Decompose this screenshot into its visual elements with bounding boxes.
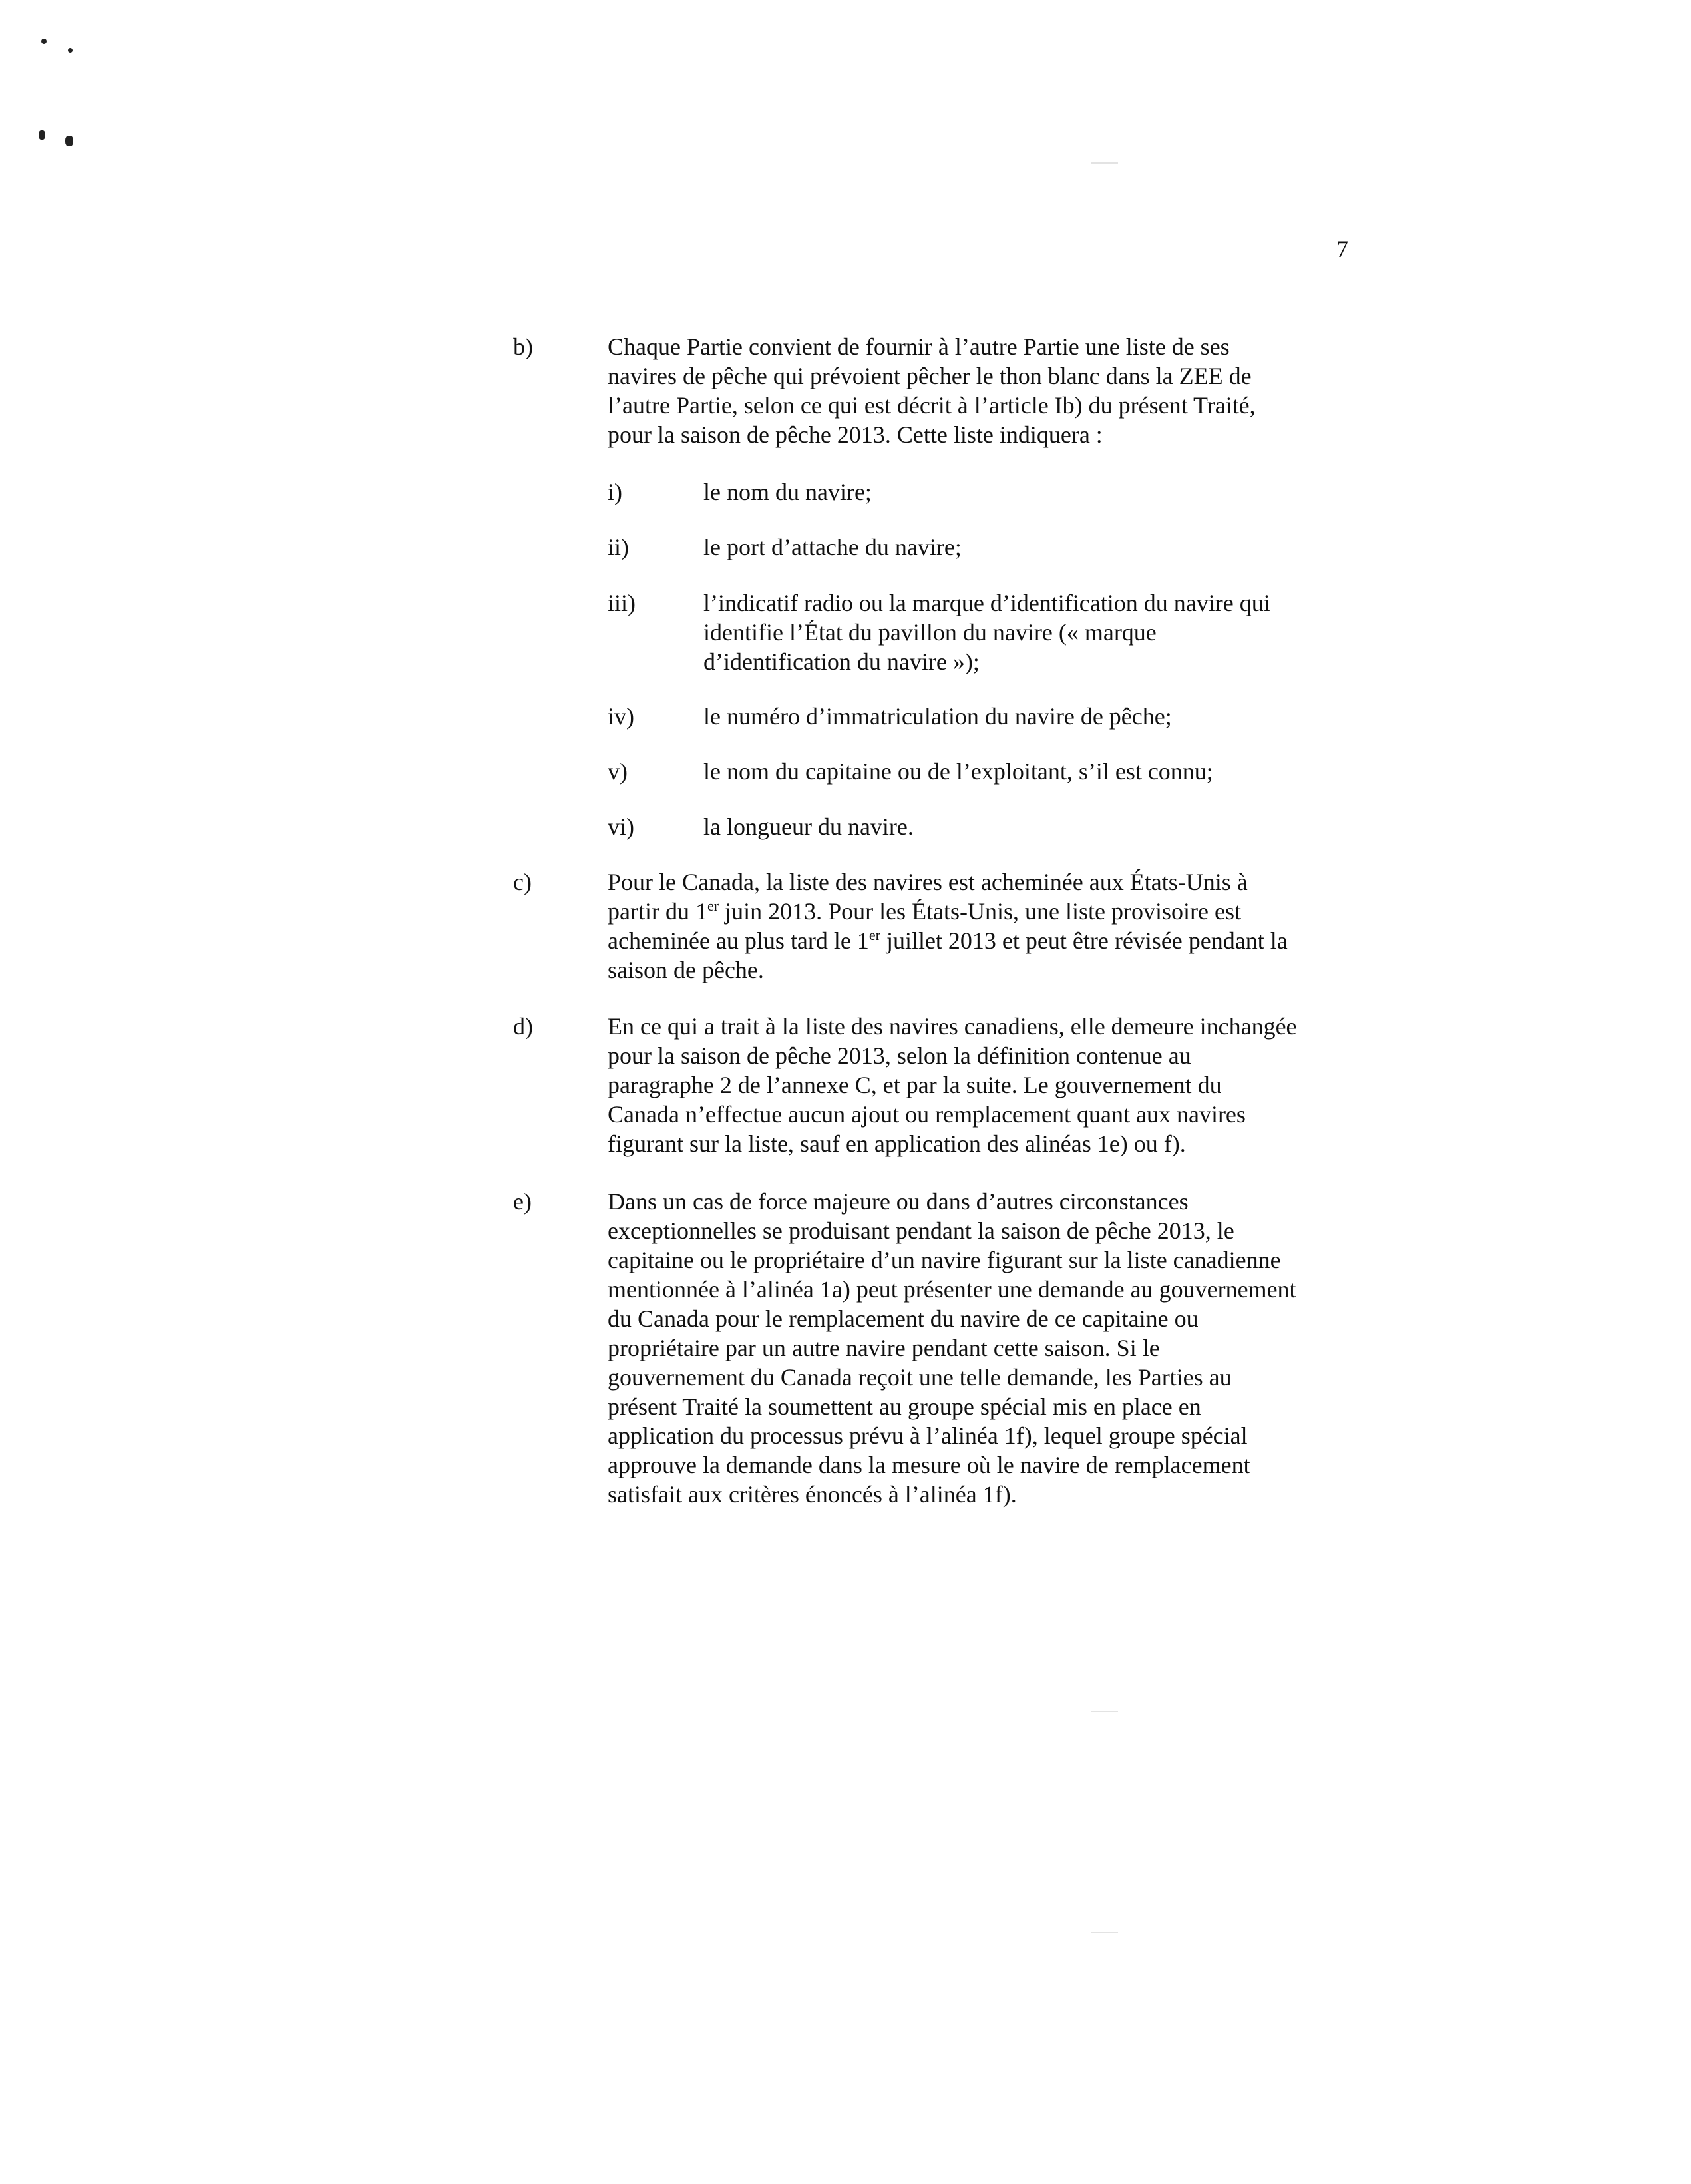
bleed-through-mark <box>1091 162 1118 164</box>
paragraph-c-line: Pour le Canada, la liste des navires est acheminée aux États-Unis à <box>608 869 1248 895</box>
paragraph-c-text <box>608 867 1373 984</box>
list-item-label: ii) <box>608 534 629 560</box>
paragraph-d-text: En ce qui a trait à la liste des navires canadiens, elle demeure inchangée pour la saison de pêche 2013, selon la définition contenue au paragraphe 2 de l’annexe C, et par la suite. Le gouvernement du Canada n’effectue aucun ajout ou remplacement quant aux navires figurant sur la liste, sauf en application des alinéas 1e) ou f). <box>608 1013 1297 1157</box>
list-item-label: iv) <box>608 703 634 730</box>
list-item-label: v) <box>608 758 628 785</box>
bleed-through-mark <box>1091 1711 1118 1712</box>
list-item-label: vi) <box>608 813 634 840</box>
list-item-label: i) <box>608 479 622 505</box>
page-number: 7 <box>1336 236 1348 262</box>
paragraph-e-text: Dans un cas de force majeure ou dans d’autres circonstances exceptionnelles se produisant pendant la saison de pêche 2013, le capitaine ou le propriétaire d’un navire figurant sur la liste canadienne mentionnée à l’alinéa 1a) peut présenter une demande au gouvernement du Canada pour le remplacement du navire de ce capitaine ou propriétaire par un autre navire pendant cette saison. Si le gouvernement du Canada reçoit une telle demande, les Parties au présent Traité la soumettent au groupe spécial mis en place en application du processus prévu à l’alinéa 1f), lequel groupe spécial approuve la demande dans la mesure où le navire de remplacement satisfait aux critères énoncés à l’alinéa 1f). <box>608 1188 1296 1508</box>
scan-mark <box>65 136 73 146</box>
list-item-text: le nom du capitaine ou de l’exploitant, s’il est connu; <box>703 758 1213 785</box>
list-item-text: le port d’attache du navire; <box>703 534 962 560</box>
paragraph-b-text: Chaque Partie convient de fournir à l’autre Partie une liste de ses navires de pêche qui prévoient pêcher le thon blanc dans la ZEE de l’autre Partie, selon ce qui est décrit à l’article Ib) du présent Traité, pour la saison de pêche 2013. Cette liste indiquera : <box>608 333 1256 448</box>
list-item-text: le numéro d’immatriculation du navire de pêche; <box>703 703 1172 730</box>
paragraph-c-line <box>608 897 1373 926</box>
text-run: acheminée au plus tard le 1 <box>608 927 869 954</box>
paragraph-label-b: b) <box>513 333 533 360</box>
scan-mark <box>39 130 45 140</box>
paragraph-label-d: d) <box>513 1013 533 1040</box>
list-item-text: l’indicatif radio ou la marque d’identification du navire qui identifie l’État du pavillon du navire (« marque d’identification du navire »); <box>703 590 1270 675</box>
scan-mark <box>68 48 73 53</box>
paragraph-label-c: c) <box>513 869 532 895</box>
text-run: partir du 1 <box>608 898 707 925</box>
list-item-text: la longueur du navire. <box>703 813 914 840</box>
text-run: juillet 2013 et peut être révisée pendant la <box>880 927 1288 954</box>
list-item-text: le nom du navire; <box>703 479 872 505</box>
superscript: er <box>707 897 719 914</box>
paragraph-label-e: e) <box>513 1188 532 1215</box>
paragraph-c-line: saison de pêche. <box>608 957 764 983</box>
text-run: juin 2013. Pour les États-Unis, une liste provisoire est <box>719 898 1241 925</box>
scan-mark <box>41 39 47 44</box>
paragraph-c-line <box>608 926 1373 955</box>
bleed-through-mark <box>1091 1932 1118 1933</box>
superscript: er <box>868 927 880 943</box>
list-item-label: iii) <box>608 590 636 616</box>
